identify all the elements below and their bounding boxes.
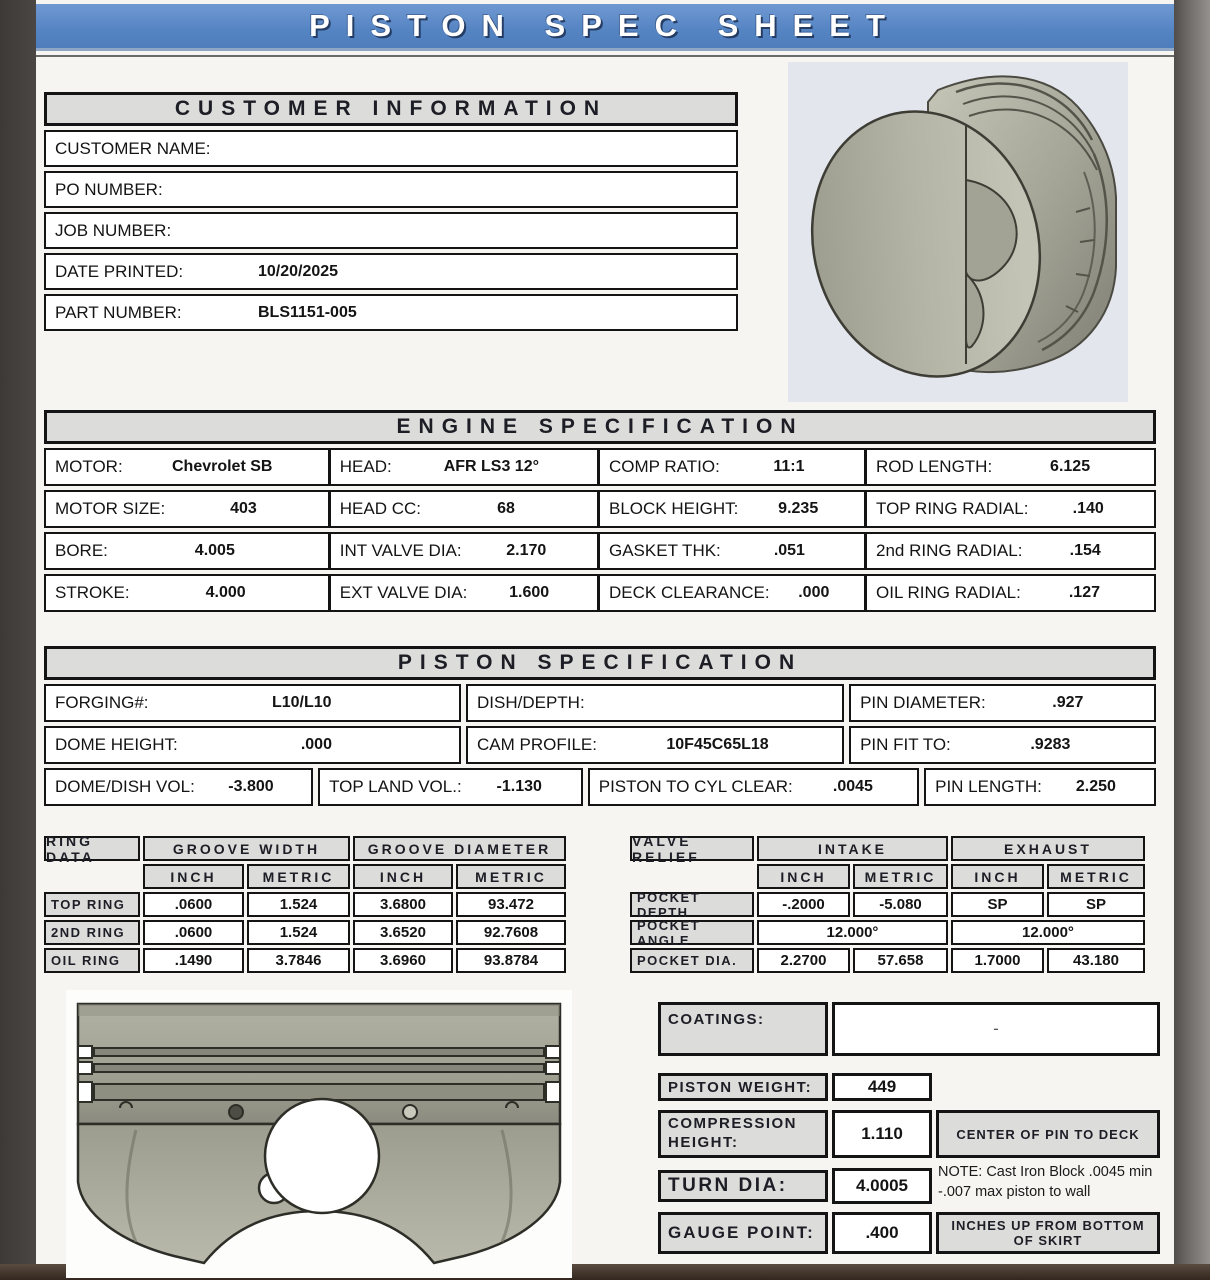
coatings-label: COATINGS: xyxy=(658,1002,828,1056)
piston-weight-label: PISTON WEIGHT: xyxy=(658,1073,828,1101)
customer-name-label: CUSTOMER NAME: xyxy=(55,138,211,158)
unit-header: INCH xyxy=(353,864,453,889)
pocket-angle-exhaust-value: 12.000° xyxy=(951,920,1145,945)
head-cc-value: 68 xyxy=(497,500,515,517)
compression-height-label: COMPRESSION HEIGHT: xyxy=(658,1110,828,1158)
second-ring-radial-value: .154 xyxy=(1069,542,1101,559)
head-cc-cell xyxy=(331,492,600,526)
turn-dia-note xyxy=(938,1163,1164,1202)
int-valve-dia-value: 2.170 xyxy=(506,542,547,559)
dome-height-cell xyxy=(44,726,461,764)
cam-profile-value: 10F45C65L18 xyxy=(666,736,769,753)
deck-clearance-cell xyxy=(600,576,867,610)
head-cc-label: HEAD CC: xyxy=(339,499,421,518)
unit-header: METRIC xyxy=(247,864,350,889)
motor-label: MOTOR: xyxy=(55,457,123,476)
dome-dish-vol-cell xyxy=(44,768,313,806)
customer-information-header: CUSTOMER INFORMATION xyxy=(44,92,738,126)
dome-dish-vol-value: -3.800 xyxy=(228,778,274,795)
top-ring-radial-value: .140 xyxy=(1072,500,1104,517)
pocket-dia-row-label: POCKET DIA. xyxy=(630,948,754,973)
oil-ring-radial-cell xyxy=(867,576,1154,610)
dish-depth-cell xyxy=(466,684,844,722)
compression-height-value: 1.110 xyxy=(832,1110,932,1158)
motor-size-label: MOTOR SIZE: xyxy=(55,499,166,518)
groove-diameter-header: GROOVE DIAMETER xyxy=(353,836,566,861)
engine-spec-row xyxy=(44,532,1156,570)
page-title-banner xyxy=(36,4,1174,51)
pin-fit-value: .9283 xyxy=(1030,736,1071,753)
oil-ring-value: .1490 xyxy=(143,948,244,973)
piston-side-view-drawing xyxy=(66,990,572,1278)
pocket-dia-value: 1.7000 xyxy=(951,948,1044,973)
intake-header: INTAKE xyxy=(757,836,948,861)
piston-spec-row xyxy=(44,684,1156,722)
unit-header: INCH xyxy=(143,864,244,889)
valve-relief-table xyxy=(630,832,1145,973)
pocket-angle-intake-value: 12.000° xyxy=(757,920,948,945)
pin-diameter-cell xyxy=(849,684,1156,722)
top-ring-value: 3.6800 xyxy=(353,892,453,917)
pocket-depth-value: SP xyxy=(1047,892,1145,917)
pocket-dia-value: 57.658 xyxy=(853,948,948,973)
oil-ring-value: 93.8784 xyxy=(456,948,566,973)
second-ring-value: .0600 xyxy=(143,920,244,945)
piston-specification-section xyxy=(44,646,1156,810)
part-number-label: PART NUMBER: xyxy=(55,302,182,322)
customer-name-row xyxy=(44,130,738,167)
pin-length-label: PIN LENGTH: xyxy=(935,777,1042,796)
top-ring-value: 93.472 xyxy=(456,892,566,917)
top-ring-radial-cell xyxy=(867,492,1154,526)
unit-header: METRIC xyxy=(1047,864,1145,889)
gasket-thk-label: GASKET THK: xyxy=(608,541,721,560)
pin-diameter-label: PIN DIAMETER: xyxy=(860,693,986,712)
ext-valve-dia-cell xyxy=(331,576,600,610)
unit-header: METRIC xyxy=(853,864,948,889)
po-number-label: PO NUMBER: xyxy=(55,179,163,199)
unit-header: INCH xyxy=(757,864,850,889)
block-height-label: BLOCK HEIGHT: xyxy=(608,499,739,518)
valve-relief-corner: VALVE RELIEF xyxy=(630,836,754,861)
turn-dia-value: 4.0005 xyxy=(832,1168,932,1204)
motor-cell xyxy=(46,450,331,484)
pocket-depth-value: -.2000 xyxy=(757,892,850,917)
ext-valve-dia-value: 1.600 xyxy=(509,584,550,601)
ext-valve-dia-label: EXT VALVE DIA: xyxy=(339,583,468,602)
date-printed-row xyxy=(44,253,738,290)
job-number-row xyxy=(44,212,738,249)
comp-ratio-value: 11:1 xyxy=(773,458,805,475)
motor-size-cell xyxy=(46,492,331,526)
piston-spec-row xyxy=(44,726,1156,764)
head-value: AFR LS3 12° xyxy=(443,458,539,475)
date-printed-label: DATE PRINTED: xyxy=(55,261,184,281)
engine-specification-section xyxy=(44,410,1156,616)
groove-width-header: GROOVE WIDTH xyxy=(143,836,350,861)
gasket-thk-cell xyxy=(600,534,867,568)
head-cell xyxy=(331,450,600,484)
piston-3d-image xyxy=(788,62,1128,402)
motor-value: Chevrolet SB xyxy=(171,458,273,475)
divider-line xyxy=(36,55,1174,57)
pocket-dia-value: 2.2700 xyxy=(757,948,850,973)
gauge-point-value: .400 xyxy=(832,1212,932,1254)
turn-dia-note-line1: NOTE: Cast Iron Block .0045 min xyxy=(938,1164,1153,1180)
pin-length-value: 2.250 xyxy=(1075,778,1116,795)
top-land-vol-label: TOP LAND VOL.: xyxy=(329,777,462,796)
int-valve-dia-cell xyxy=(331,534,600,568)
exhaust-header: EXHAUST xyxy=(951,836,1145,861)
pocket-dia-value: 43.180 xyxy=(1047,948,1145,973)
piston-to-cyl-clear-label: PISTON TO CYL CLEAR: xyxy=(598,777,793,796)
top-ring-row-label: TOP RING xyxy=(44,892,140,917)
customer-information-section xyxy=(44,92,738,335)
second-ring-row-label: 2ND RING xyxy=(44,920,140,945)
engine-spec-row xyxy=(44,574,1156,612)
po-number-row xyxy=(44,171,738,208)
date-printed-value: 10/20/2025 xyxy=(258,262,339,280)
second-ring-value: 1.524 xyxy=(247,920,350,945)
engine-spec-row xyxy=(44,490,1156,528)
deck-clearance-value: .000 xyxy=(798,584,830,601)
page-title: PISTON SPEC SHEET xyxy=(309,8,901,43)
oil-ring-radial-value: .127 xyxy=(1068,584,1100,601)
second-ring-radial-label: 2nd RING RADIAL: xyxy=(876,541,1023,560)
bore-value: 4.005 xyxy=(194,542,235,559)
stroke-cell xyxy=(46,576,331,610)
comp-ratio-label: COMP RATIO: xyxy=(608,457,720,476)
oil-ring-row-label: OIL RING xyxy=(44,948,140,973)
int-valve-dia-label: INT VALVE DIA: xyxy=(339,541,462,560)
top-land-vol-value: -1.130 xyxy=(496,778,542,795)
second-ring-radial-cell xyxy=(867,534,1154,568)
part-number-value: BLS1151-005 xyxy=(258,303,357,321)
piston-3d-drawing xyxy=(788,62,1128,402)
pocket-depth-row-label: POCKET DEPTH xyxy=(630,892,754,917)
scan-edge-right xyxy=(1174,0,1210,1280)
ring-data-blank-cell xyxy=(44,864,140,889)
pocket-depth-value: -5.080 xyxy=(853,892,948,917)
bore-cell xyxy=(46,534,331,568)
piston-spec-row xyxy=(44,768,1156,806)
gauge-point-label: GAUGE POINT: xyxy=(658,1212,828,1254)
comp-ratio-cell xyxy=(600,450,867,484)
block-height-value: 9.235 xyxy=(778,500,819,517)
head-label: HEAD: xyxy=(339,457,392,476)
oil-ring-radial-label: OIL RING RADIAL: xyxy=(876,583,1021,602)
unit-header: METRIC xyxy=(456,864,566,889)
scan-edge-left xyxy=(0,0,36,1280)
top-land-vol-cell xyxy=(318,768,583,806)
bore-label: BORE: xyxy=(55,541,108,560)
gauge-point-note: INCHES UP FROM BOTTOM OF SKIRT xyxy=(936,1212,1160,1254)
cam-profile-cell xyxy=(466,726,844,764)
coatings-value: - xyxy=(832,1002,1160,1056)
unit-header: INCH xyxy=(951,864,1044,889)
stroke-label: STROKE: xyxy=(55,583,130,602)
piston-weight-value: 449 xyxy=(832,1073,932,1101)
pin-fit-label: PIN FIT TO: xyxy=(860,735,951,754)
job-number-label: JOB NUMBER: xyxy=(55,220,172,240)
forging-value: L10/L10 xyxy=(271,694,332,711)
pin-length-cell xyxy=(924,768,1156,806)
top-ring-value: .0600 xyxy=(143,892,244,917)
valve-relief-blank-cell xyxy=(630,864,754,889)
piston-specification-header: PISTON SPECIFICATION xyxy=(44,646,1156,680)
piston-to-cyl-clear-value: .0045 xyxy=(832,778,873,795)
engine-specification-header: ENGINE SPECIFICATION xyxy=(44,410,1156,444)
pocket-depth-value: SP xyxy=(951,892,1044,917)
dish-depth-label: DISH/DEPTH: xyxy=(477,693,585,712)
pocket-angle-row-label: POCKET ANGLE xyxy=(630,920,754,945)
piston-to-cyl-clear-cell xyxy=(588,768,919,806)
dome-height-value: .000 xyxy=(300,736,332,753)
second-ring-value: 92.7608 xyxy=(456,920,566,945)
dome-height-label: DOME HEIGHT: xyxy=(55,735,178,754)
pin-fit-cell xyxy=(849,726,1156,764)
rod-length-value: 6.125 xyxy=(1050,458,1091,475)
oil-ring-value: 3.6960 xyxy=(353,948,453,973)
top-ring-value: 1.524 xyxy=(247,892,350,917)
forging-cell xyxy=(44,684,461,722)
oil-ring-value: 3.7846 xyxy=(247,948,350,973)
stroke-value: 4.000 xyxy=(205,584,246,601)
engine-spec-row xyxy=(44,448,1156,486)
deck-clearance-label: DECK CLEARANCE: xyxy=(608,583,770,602)
cam-profile-label: CAM PROFILE: xyxy=(477,735,597,754)
ring-data-corner: RING DATA xyxy=(44,836,140,861)
pin-diameter-value: .927 xyxy=(1052,694,1084,711)
turn-dia-note-line2: -.007 max piston to wall xyxy=(938,1183,1091,1200)
gasket-thk-value: .051 xyxy=(773,542,805,559)
dome-dish-vol-label: DOME/DISH VOL: xyxy=(55,777,195,796)
piston-side-view-image xyxy=(66,990,572,1278)
turn-dia-label: TURN DIA: xyxy=(658,1170,828,1202)
ring-data-table xyxy=(44,832,566,973)
block-height-cell xyxy=(600,492,867,526)
part-number-row xyxy=(44,294,738,331)
top-ring-radial-label: TOP RING RADIAL: xyxy=(876,499,1029,518)
second-ring-value: 3.6520 xyxy=(353,920,453,945)
forging-label: FORGING#: xyxy=(55,693,149,712)
rod-length-label: ROD LENGTH: xyxy=(876,457,993,476)
motor-size-value: 403 xyxy=(230,500,257,517)
rod-length-cell xyxy=(867,450,1154,484)
compression-height-note: CENTER OF PIN TO DECK xyxy=(936,1110,1160,1158)
